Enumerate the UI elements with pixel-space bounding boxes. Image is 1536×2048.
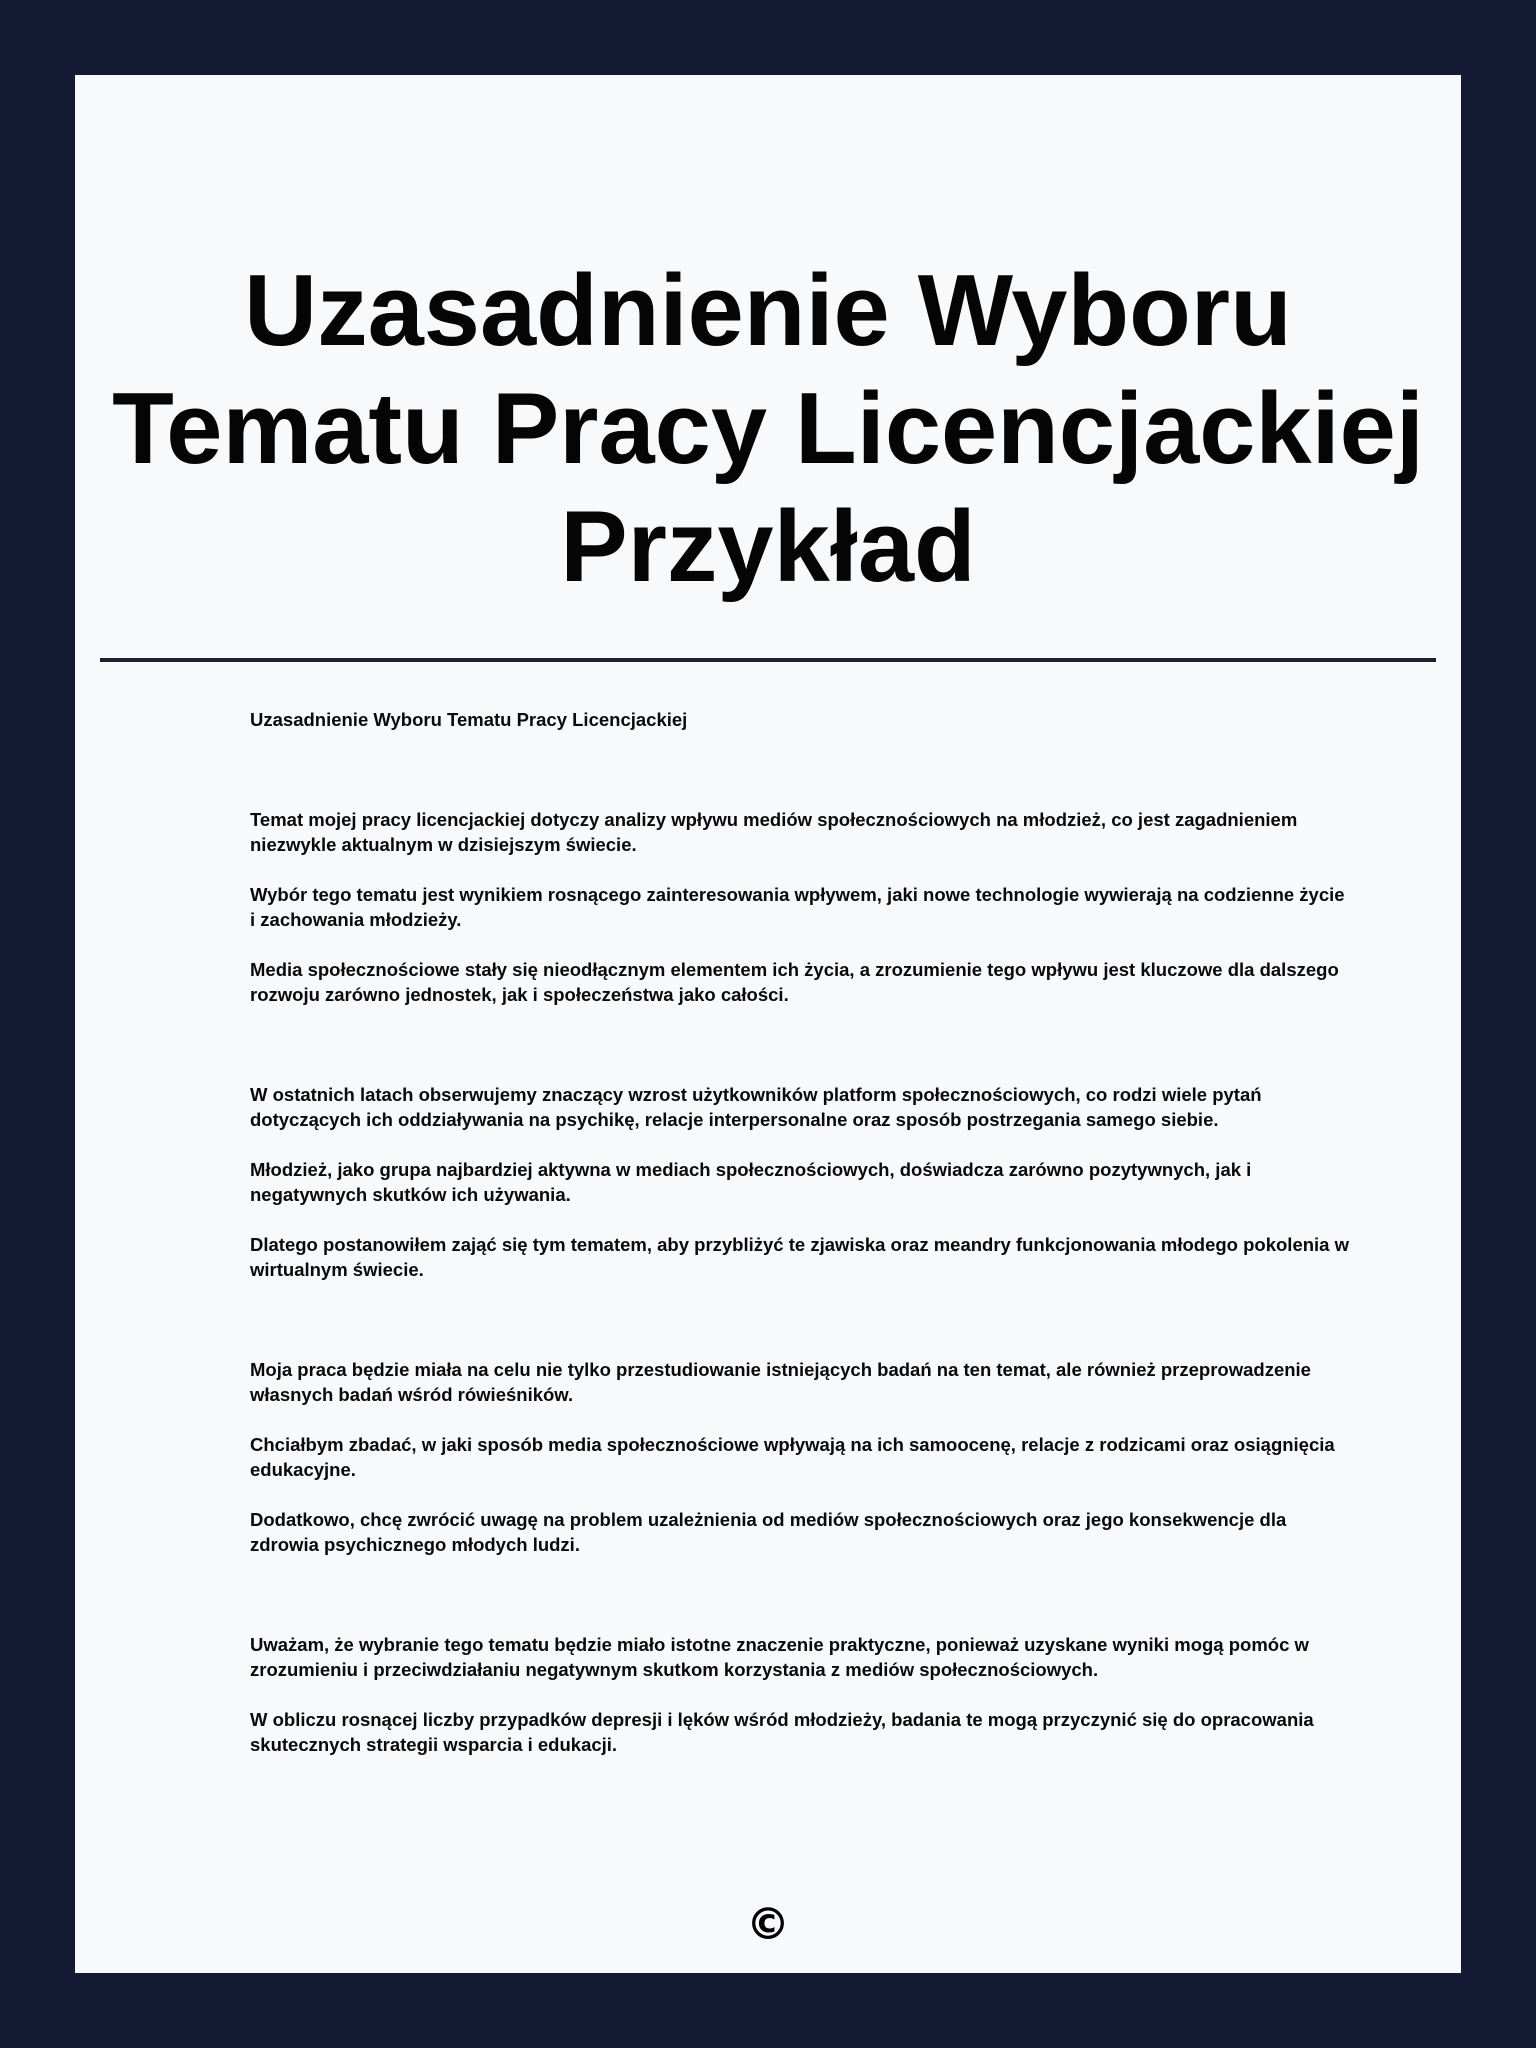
paragraph: Media społecznościowe stały się nieodłącznym elementem ich życia, a zrozumienie tego wpływu jest kluczowe dla dalszego rozwoju zarówno jednostek, jak i społeczeństwa jako całości. <box>250 959 1339 1005</box>
document-page <box>75 75 1461 1973</box>
paragraph: Temat mojej pracy licencjackiej dotyczy analizy wpływu mediów społecznościowych na młodzież, co jest zagadnieniem niezwykle aktualnym w dzisiejszym świecie. <box>250 809 1298 855</box>
paragraph-group-4 <box>250 1632 1350 1757</box>
section-heading: Uzasadnienie Wyboru Tematu Pracy Licencjackiej <box>250 709 688 730</box>
paragraph: Uważam, że wybranie tego tematu będzie miało istotne znaczenie praktyczne, ponieważ uzyskane wyniki mogą pomóc w zrozumieniu i przeciwdziałaniu negatywnym skutkom korzystania z mediów społecznościowych. <box>250 1634 1309 1680</box>
title-divider <box>100 658 1436 662</box>
copyright-icon: © <box>746 1899 790 1950</box>
paragraph-group-3 <box>250 1357 1350 1557</box>
paragraph-group-2 <box>250 1082 1350 1282</box>
document-body <box>250 707 1350 1832</box>
paragraph: Chciałbym zbadać, w jaki sposób media społecznościowe wpływają na ich samoocenę, relacje z rodzicami oraz osiągnięcia edukacyjne. <box>250 1434 1335 1480</box>
paragraph: Moja praca będzie miała na celu nie tylko przestudiowanie istniejących badań na ten temat, ale również przeprowadzenie własnych badań wśród rówieśników. <box>250 1359 1311 1405</box>
paragraph: Dlatego postanowiłem zająć się tym tematem, aby przybliżyć te zjawiska oraz meandry funkcjonowania młodego pokolenia w wirtualnym świecie. <box>250 1234 1349 1280</box>
paragraph: Młodzież, jako grupa najbardziej aktywna w mediach społecznościowych, doświadcza zarówno pozytywnych, jak i negatywnych skutków ich używania. <box>250 1159 1252 1205</box>
document-title: Uzasadnienie Wyboru Tematu Pracy Licencjackiej Przykład <box>112 255 1424 603</box>
paragraph: W obliczu rosnącej liczby przypadków depresji i lęków wśród młodzieży, badania te mogą przyczynić się do opracowania skutecznych strategii wsparcia i edukacji. <box>250 1709 1314 1755</box>
paragraph: W ostatnich latach obserwujemy znaczący wzrost użytkowników platform społecznościowych, co rodzi wiele pytań dotyczących ich oddziaływania na psychikę, relacje interpersonalne oraz sposób postrzegania samego siebie. <box>250 1084 1262 1130</box>
paragraph-group-1 <box>250 807 1350 1007</box>
paragraph: Wybór tego tematu jest wynikiem rosnącego zainteresowania wpływem, jaki nowe technologie wywierają na codzienne życie i zachowania młodzieży. <box>250 884 1345 930</box>
paragraph: Dodatkowo, chcę zwrócić uwagę na problem uzależnienia od mediów społecznościowych oraz jego konsekwencje dla zdrowia psychicznego młodych ludzi. <box>250 1509 1287 1555</box>
